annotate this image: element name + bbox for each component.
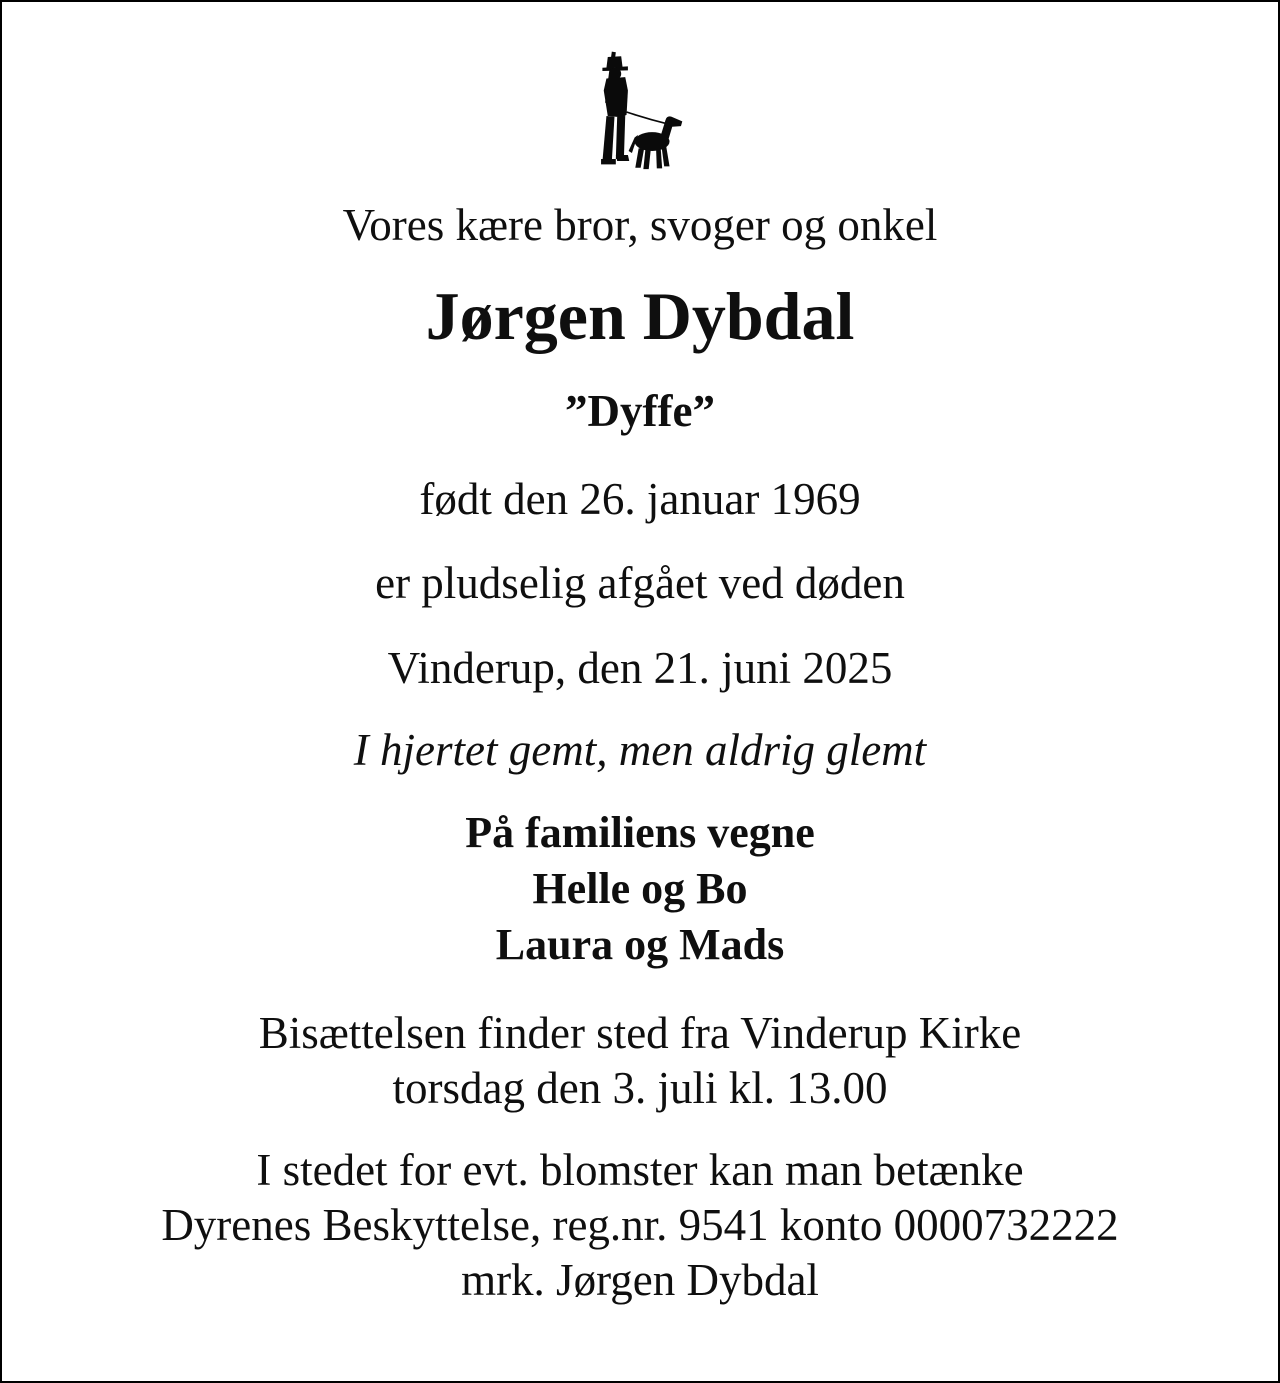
memorial-verse: I hjertet gemt, men aldrig glemt — [353, 724, 927, 775]
birth-date-line: født den 26. januar 1969 — [419, 473, 861, 524]
relation-line: Vores kære bror, svoger og onkel — [342, 200, 938, 250]
deceased-nickname: ”Dyffe” — [565, 385, 715, 436]
donation-reference-line: mrk. Jørgen Dybdal — [461, 1255, 819, 1306]
donation-account-line: Dyrenes Beskyttelse, reg.nr. 9541 konto 0000732222 — [161, 1200, 1119, 1251]
notice-icon-wrap — [593, 50, 687, 170]
deceased-name: Jørgen Dybdal — [425, 277, 855, 354]
ceremony-block — [259, 1006, 1022, 1116]
death-statement-line: er pludselig afgået ved døden — [375, 558, 905, 609]
donation-intro-line: I stedet for evt. blomster kan man betænke — [256, 1145, 1024, 1196]
ceremony-location-line: Bisættelsen finder sted fra Vinderup Kirke — [258, 1007, 1022, 1058]
hunter-with-dog-icon — [593, 50, 687, 170]
place-and-date-line: Vinderup, den 21. juni 2025 — [387, 643, 893, 694]
family-names-line-2: Laura og Mads — [495, 920, 785, 970]
on-behalf-line: På familiens vegne — [465, 807, 815, 857]
family-names-line-1: Helle og Bo — [532, 864, 748, 914]
donation-block — [161, 1143, 1118, 1308]
ceremony-time-line: torsdag den 3. juli kl. 13.00 — [392, 1062, 888, 1113]
family-block — [465, 805, 815, 974]
